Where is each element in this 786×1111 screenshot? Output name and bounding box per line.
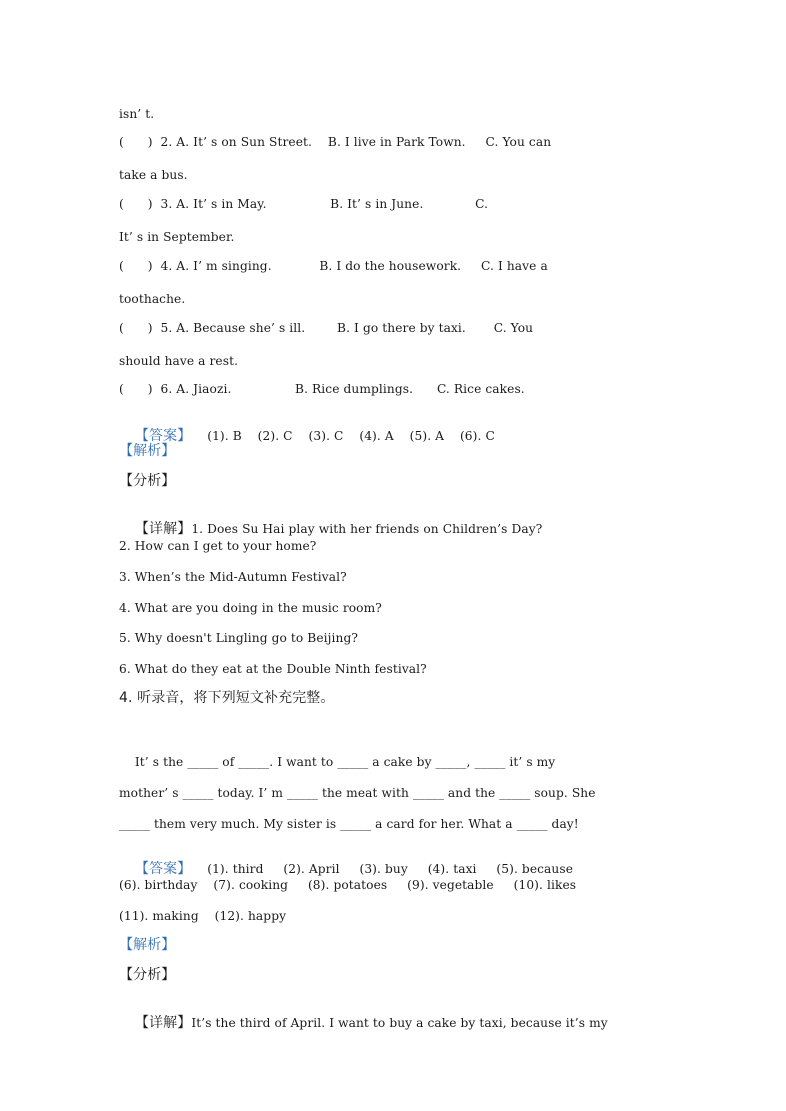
answer-tag: 【答案】 <box>134 861 192 877</box>
detail-tag: 【详解】 <box>134 521 192 537</box>
fenxi-tag: 【分析】 <box>119 967 176 983</box>
answer-values: (1). B (2). C (3). C (4). A (5). A (6). C <box>191 429 495 443</box>
detail-line: 3. When’s the Mid-Autumn Festival? <box>119 570 347 584</box>
text-line: toothache. <box>119 292 186 306</box>
answer-line: (6). birthday (7). cooking (8). potatoes (9). vegetable (10). likes <box>119 878 577 892</box>
question-6-line: ( ) 6. A. Jiaozi. B. Rice dumplings. C. Rice cakes. <box>119 382 525 396</box>
detail-line: 4. What are you doing in the music room? <box>119 601 382 615</box>
fenxi-tag: 【分析】 <box>119 473 176 489</box>
question-5-line: ( ) 5. A. Because she’ s ill. B. I go there by taxi. C. You <box>119 321 534 335</box>
detail-text: 1. Does Su Hai play with her friends on Children’s Day? <box>191 522 543 536</box>
detail-line: 5. Why doesn't Lingling go to Beijing? <box>119 631 359 645</box>
text-line: take a bus. <box>119 168 188 182</box>
detail-line: 2. How can I get to your home? <box>119 539 317 553</box>
analysis-tag: 【解析】 <box>119 937 176 953</box>
passage-line: It’ s the _____ of _____. I want to _____ a cake by _____, _____ it’ s my <box>119 755 556 769</box>
detail-text: It’s the third of April. I want to buy a cake by taxi, because it’s my <box>191 1016 608 1030</box>
question-4-heading: 4. 听录音，将下列短文补充完整。 <box>119 690 335 706</box>
question-4-line: ( ) 4. A. I’ m singing. B. I do the housework. C. I have a <box>119 259 548 273</box>
answer-line: (11). making (12). happy <box>119 909 287 923</box>
passage-line: _____ them very much. My sister is _____ a card for her. What a _____ day! <box>119 817 579 831</box>
answer-values: (1). third (2). April (3). buy (4). taxi (5). because <box>191 862 574 876</box>
question-2-line: ( ) 2. A. It’ s on Sun Street. B. I live in Park Town. C. You can <box>119 135 552 149</box>
detail-line <box>119 999 608 1047</box>
detail-line: 6. What do they eat at the Double Ninth festival? <box>119 662 427 676</box>
question-3-line: ( ) 3. A. It’ s in May. B. It’ s in June. C. <box>119 197 489 211</box>
passage-line: mother’ s _____ today. I’ m _____ the meat with _____ and the _____ soup. She <box>119 786 596 800</box>
text-line: should have a rest. <box>119 354 239 368</box>
text-line: isn’ t. <box>119 107 155 121</box>
answer-tag: 【答案】 <box>134 428 192 444</box>
analysis-tag: 【解析】 <box>119 443 176 459</box>
detail-tag: 【详解】 <box>134 1015 192 1031</box>
text-line: It’ s in September. <box>119 230 235 244</box>
